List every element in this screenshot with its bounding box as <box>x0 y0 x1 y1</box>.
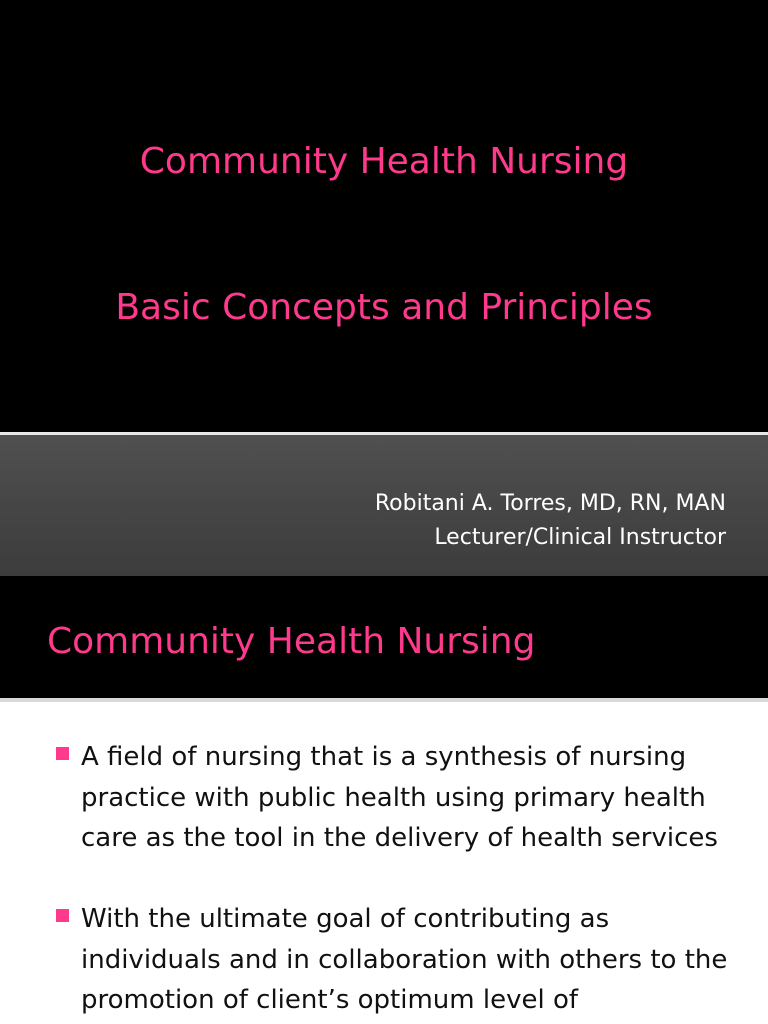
content-slide-title: Community Health Nursing <box>47 621 536 662</box>
bullet-square-icon <box>56 909 69 922</box>
bullet-text: A field of nursing that is a synthesis of nursing practice with public health using primary health care as the tool in the delivery of health services <box>81 742 718 853</box>
bullet-text: With the ultimate goal of contributing as individuals and in collaboration with others to the promotion of client’s optimum level of <box>81 904 728 1015</box>
title-slide <box>0 0 768 432</box>
presenter-role: Lecturer/Clinical Instructor <box>434 525 726 550</box>
bullet-square-icon <box>56 747 69 760</box>
presenter-band <box>0 435 768 576</box>
title-line-1: Community Health Nursing <box>139 141 629 182</box>
content-slide-header <box>0 576 768 698</box>
content-slide-body <box>0 702 768 1024</box>
list-item <box>56 737 736 859</box>
presenter-name: Robitani A. Torres, MD, RN, MAN <box>374 491 726 516</box>
title-line-2: Basic Concepts and Principles <box>115 287 653 328</box>
list-item <box>56 899 736 1021</box>
presenter-info <box>375 487 726 555</box>
